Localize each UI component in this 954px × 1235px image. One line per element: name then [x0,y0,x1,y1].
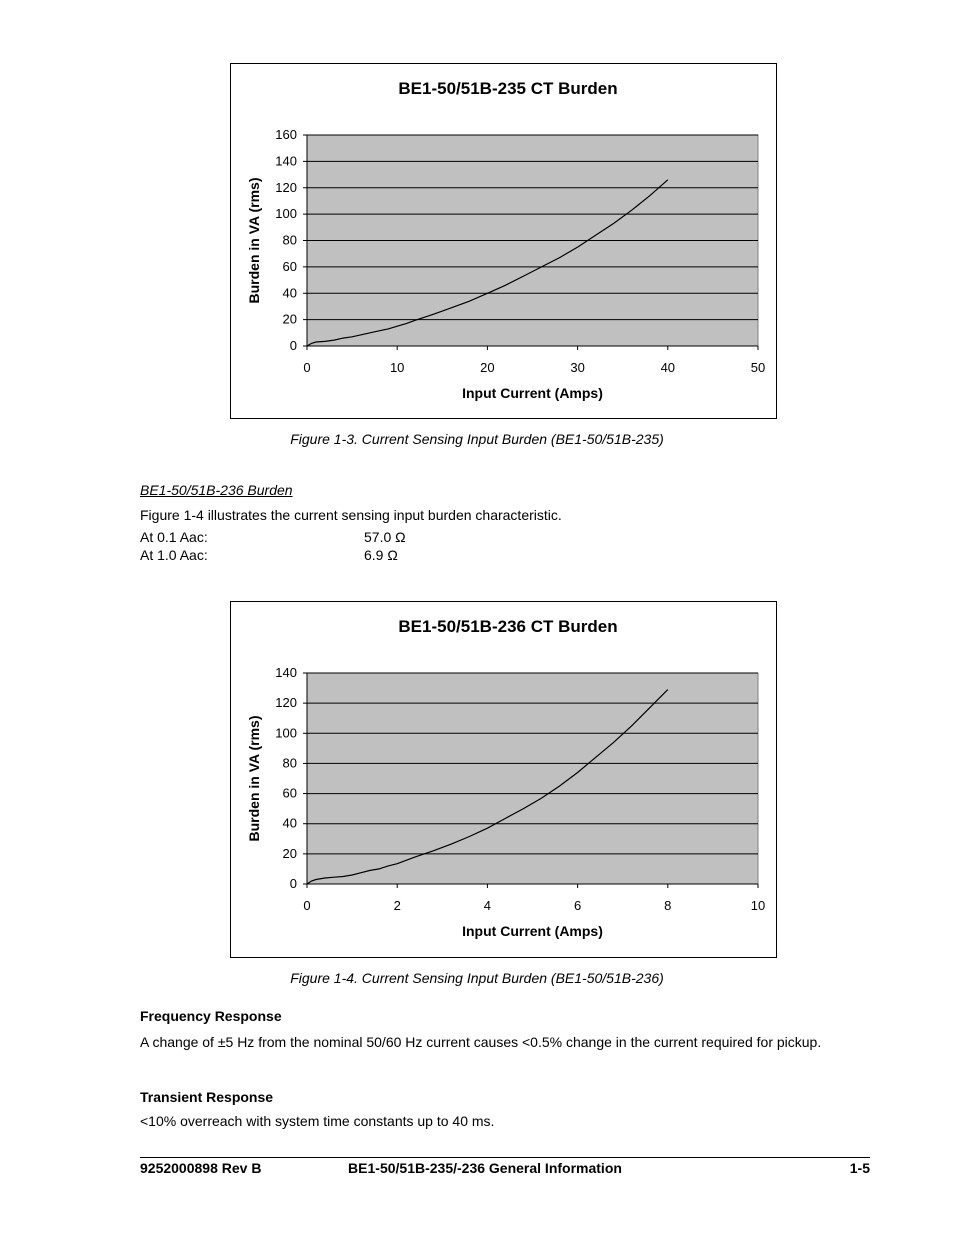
footer-doc-number: 9252000898 Rev B [140,1160,262,1176]
frequency-response-body: A change of ±5 Hz from the nominal 50/60 Hz current causes <0.5% change in the current required for pickup. [140,1034,822,1050]
chart-title: BE1-50/51B-235 CT Burden [398,79,618,98]
burden-row-value: 57.0 Ω [364,529,406,545]
x-tick-label: 0 [303,360,311,375]
y-tick-label: 120 [275,695,297,711]
y-tick-label: 20 [282,845,297,861]
x-tick-label: 0 [303,898,311,913]
burden-row-value: 6.9 Ω [364,547,398,563]
x-tick-label: 10 [750,898,766,913]
figure-caption-1: Figure 1-3. Current Sensing Input Burden (BE1-50/51B-235) [290,431,664,447]
y-tick-label: 140 [275,665,297,680]
chart-236 [231,602,778,959]
y-axis-label: Burden in VA (rms) [246,177,262,304]
y-tick-label: 20 [282,311,297,327]
x-tick-label: 4 [483,898,492,913]
y-tick-label: 0 [289,876,297,891]
y-axis-label: Burden in VA (rms) [246,715,262,842]
chart-236-box [230,601,777,958]
x-tick-label: 10 [389,360,405,375]
x-axis-label: Input Current (Amps) [462,923,603,939]
x-tick-label: 50 [750,360,766,375]
y-tick-label: 0 [289,338,297,353]
section-intro-text: Figure 1-4 illustrates the current sensing input burden characteristic. [140,507,562,523]
plot-area [307,673,758,884]
x-tick-label: 30 [570,360,585,375]
footer-divider [140,1157,870,1158]
x-tick-label: 6 [573,898,582,913]
y-tick-label: 80 [282,755,297,771]
burden-row-label: At 1.0 Aac: [140,547,208,563]
y-tick-label: 40 [282,815,297,831]
burden-row-label: At 0.1 Aac: [140,529,208,545]
y-tick-label: 100 [275,206,297,222]
transient-response-body: <10% overreach with system time constants up to 40 ms. [140,1113,495,1129]
y-tick-label: 140 [275,153,297,169]
chart-235-box [230,63,777,419]
footer-page-number: 1-5 [849,1160,870,1176]
y-tick-label: 80 [282,232,297,248]
frequency-response-heading: Frequency Response [140,1008,282,1024]
footer-title: BE1-50/51B-235/-236 General Information [348,1160,622,1176]
x-tick-label: 8 [664,898,672,913]
section-heading-236-burden: BE1-50/51B-236 Burden [140,482,293,498]
y-tick-label: 60 [282,785,297,801]
x-axis-label: Input Current (Amps) [462,385,603,401]
chart-235 [231,64,778,420]
transient-response-heading: Transient Response [140,1089,274,1105]
x-tick-label: 20 [480,360,495,375]
y-tick-label: 120 [275,179,297,195]
y-tick-label: 160 [275,127,297,142]
x-tick-label: 2 [393,898,401,913]
y-tick-label: 40 [282,285,297,301]
figure-caption-2: Figure 1-4. Current Sensing Input Burden (BE1-50/51B-236) [290,970,664,986]
y-tick-label: 60 [282,258,297,274]
y-tick-label: 100 [275,725,297,741]
x-tick-label: 40 [660,360,676,375]
chart-title: BE1-50/51B-236 CT Burden [398,617,618,636]
